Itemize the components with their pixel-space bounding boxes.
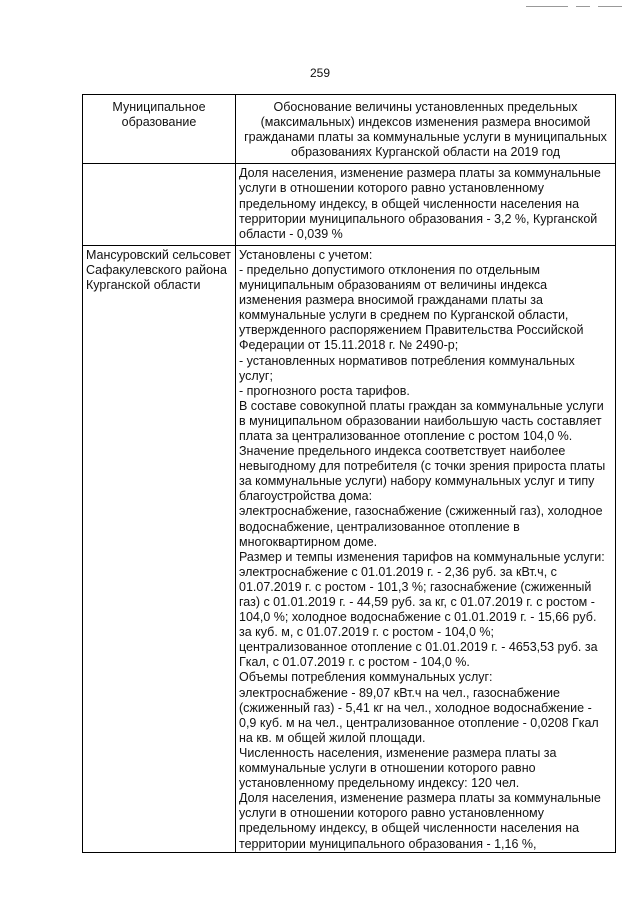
table-row — [83, 245, 616, 852]
municipality-cell: Мансуровский сельсовет Сафакулевского района Курганской области — [83, 245, 236, 852]
justification-paragraph: электроснабжение - 89,07 кВт.ч на чел., газоснабжение (сжиженный газ) - 5,41 кг на чел., холодное водоснабжение - 0,9 куб. м на чел., централизованное отопление - 0,0208 Гкал на кв. м общей жилой площади. — [239, 685, 599, 745]
justification-paragraph: - прогнозного роста тарифов. — [239, 383, 410, 398]
page-number: 259 — [309, 66, 331, 80]
header-rule-marks — [526, 6, 622, 12]
table-row — [83, 164, 616, 245]
justification-paragraph: Установлены с учетом: — [239, 247, 373, 262]
justification-paragraph: Доля населения, изменение размера платы за коммунальные услуги в отношении которого равно установленному предельному индексу, в общей численности населения на территории муниципального образования - 1,16 %, — [239, 791, 601, 851]
justification-paragraph: централизованное отопление с 01.01.2019 г. - 4653,53 руб. за Гкал, с 01.07.2019 г. с ростом - 104,0 %. — [239, 640, 598, 670]
justification-paragraph: электроснабжение, газоснабжение (сжиженный газ), холодное водоснабжение, централизованное отопление в многоквартирном доме. — [239, 504, 603, 549]
justification-cell — [236, 245, 616, 852]
justification-paragraph: Объемы потребления коммунальных услуг: — [239, 670, 493, 685]
justification-paragraph: В составе совокупной платы граждан за коммунальные услуги в муниципальном образовании наибольшую часть составляет плата за централизованное отопление с ростом 104,0 %. — [239, 398, 604, 443]
justification-table — [82, 94, 616, 853]
justification-cell-continuation: Доля населения, изменение размера платы за коммунальные услуги в отношении которого равно установленному предельному индексу, в общей численности населения на территории муниципального образования - 3,2 %, Курганской области - 0,039 % — [236, 164, 616, 245]
justification-paragraph: - предельно допустимого отклонения по отдельным муниципальным образованиям от величины индекса изменения размера вносимой гражданами платы за коммунальные услуги в среднем по Курганской области, утвержденного распоряжением Правительства Российской Федерации от 15.11.2018 г. № 2490-р; — [239, 262, 584, 353]
justification-paragraph: Значение предельного индекса соответствует наиболее невыгодному для потребителя (с точки зрения прироста платы за коммунальные услуги) набору коммунальных услуг и типу благоустройства дома: — [239, 444, 606, 504]
table-header-row — [83, 95, 616, 164]
header-municipality: Муниципальное образование — [83, 95, 236, 164]
justification-paragraph: Размер и темпы изменения тарифов на коммунальные услуги: — [239, 549, 605, 564]
header-justification: Обоснование величины установленных предельных (максимальных) индексов изменения размера вносимой гражданами платы за коммунальные услуги в муниципальных образованиях Курганской области на 2019 год — [236, 95, 616, 164]
justification-paragraph: Численность населения, изменение размера платы за коммунальные услуги в отношении которого равно установленному предельному индексу: 120 чел. — [239, 745, 557, 791]
justification-paragraph: электроснабжение с 01.01.2019 г. - 2,36 руб. за кВт.ч, с 01.07.2019 г. с ростом - 101,3 %; газоснабжение (сжиженный газ) с 01.01.2019 г. - 44,59 руб. за кг, с 01.07.2019 г. с ростом - 104,0 %; холодное водоснабжение с 01.01.2019 г. - 15,66 руб. за куб. м, с 01.07.2019 г. с ростом - 104,0 %; — [239, 564, 597, 640]
municipality-cell-empty — [83, 164, 236, 245]
justification-paragraph: - установленных нормативов потребления коммунальных услуг; — [239, 353, 575, 383]
